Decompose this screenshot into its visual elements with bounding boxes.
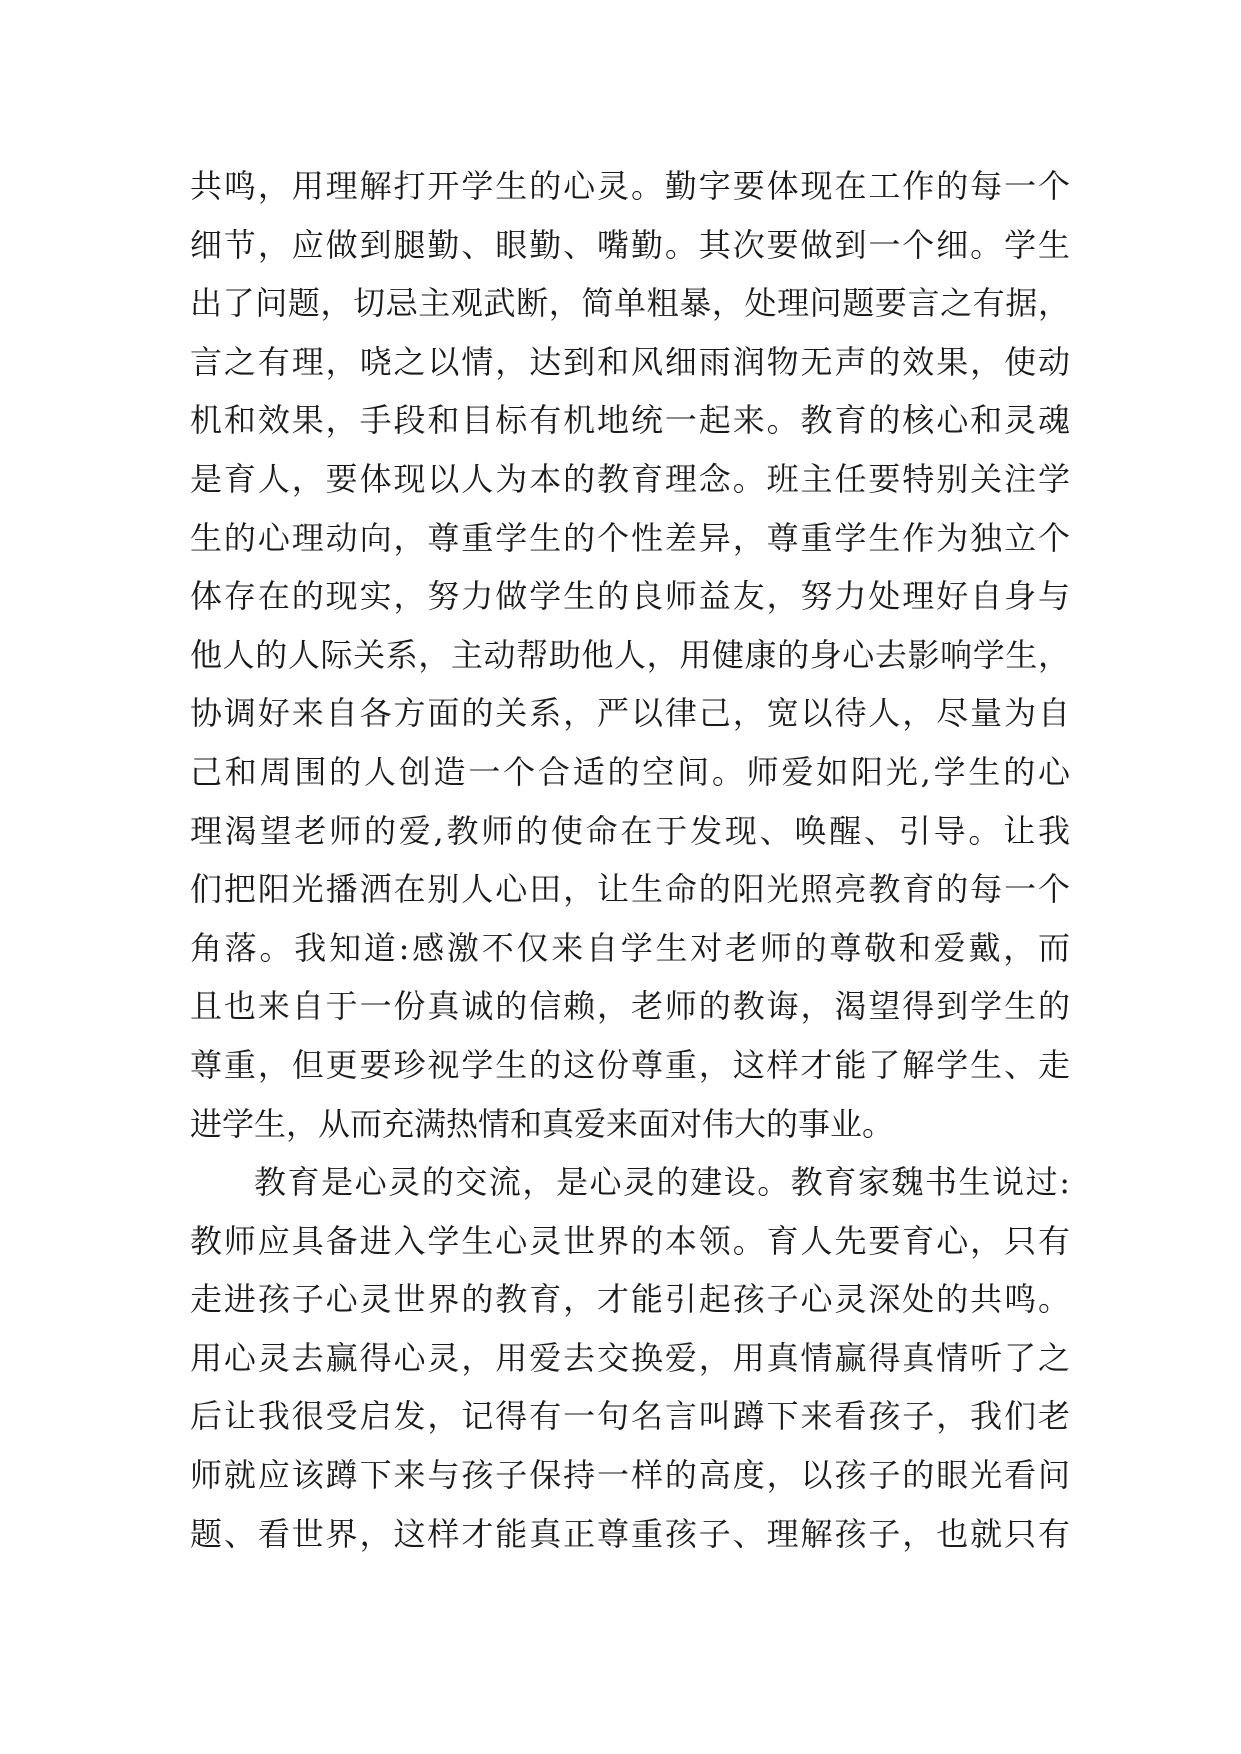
text-line: 尊重，但更要珍视学生的这份尊重，这样才能了解学生、走: [190, 1045, 1070, 1084]
text-line: 理渴望老师的爱,教师的使命在于发现、唤醒、引导。让我: [190, 811, 1070, 850]
paragraph-end-line: 进学生，从而充满热情和真爱来面对伟大的事业。: [190, 1104, 895, 1143]
text-line: 体存在的现实，努力做学生的良师益友，努力处理好自身与: [190, 577, 1070, 616]
text-line: 角落。我知道:感激不仅来自学生对老师的尊敬和爱戴，而: [190, 928, 1070, 967]
text-line: 言之有理，哓之以情，达到和风细雨润物无声的效果，使动: [190, 342, 1070, 381]
text-line: 题、看世界，这样才能真正尊重孩子、理解孩子，也就只有: [190, 1514, 1070, 1553]
text-line: 细节，应做到腿勤、眼勤、嘴勤。其次要做到一个细。学生: [190, 225, 1070, 264]
body-text: [190, 157, 1070, 1563]
text-line: 生的心理动向，尊重学生的个性差异，尊重学生作为独立个: [190, 518, 1070, 557]
text-line: 走进孩子心灵世界的教育，才能引起孩子心灵深处的共鸣。: [190, 1280, 1070, 1319]
text-line: 机和效果，手段和目标有机地统一起来。教育的核心和灵魂: [190, 401, 1070, 440]
text-line: 出了问题，切忌主观武断，简单粗暴，处理问题要言之有据，: [190, 284, 1070, 323]
text-line: 且也来自于一份真诚的信赖，老师的教诲，渴望得到学生的: [190, 987, 1070, 1026]
paragraph-start-line: 教育是心灵的交流，是心灵的建设。教育家魏书生说过:: [254, 1163, 1070, 1202]
text-line: 们把阳光播洒在别人心田，让生命的阳光照亮教育的每一个: [190, 870, 1070, 909]
text-line: 共鸣，用理解打开学生的心灵。勤字要体现在工作的每一个: [190, 167, 1070, 205]
text-line: 是育人，要体现以人为本的教育理念。班主任要特别关注学: [190, 459, 1070, 498]
text-line: 用心灵去赢得心灵，用爱去交换爱，用真情赢得真情听了之: [190, 1338, 1070, 1377]
text-line: 后让我很受启发，记得有一句名言叫蹲下来看孩子，我们老: [190, 1397, 1070, 1436]
text-line: 己和周围的人创造一个合适的空间。师爱如阳光,学生的心: [190, 752, 1070, 791]
text-line: 他人的人际关系，主动帮助他人，用健康的身心去影响学生，: [190, 635, 1070, 674]
text-line: 教师应具备进入学生心灵世界的本领。育人先要育心，只有: [190, 1221, 1070, 1260]
text-line: 师就应该蹲下来与孩子保持一样的高度，以孩子的眼光看问: [190, 1456, 1070, 1495]
text-line: 协调好来自各方面的关系，严以律己，宽以待人，尽量为自: [190, 694, 1070, 733]
